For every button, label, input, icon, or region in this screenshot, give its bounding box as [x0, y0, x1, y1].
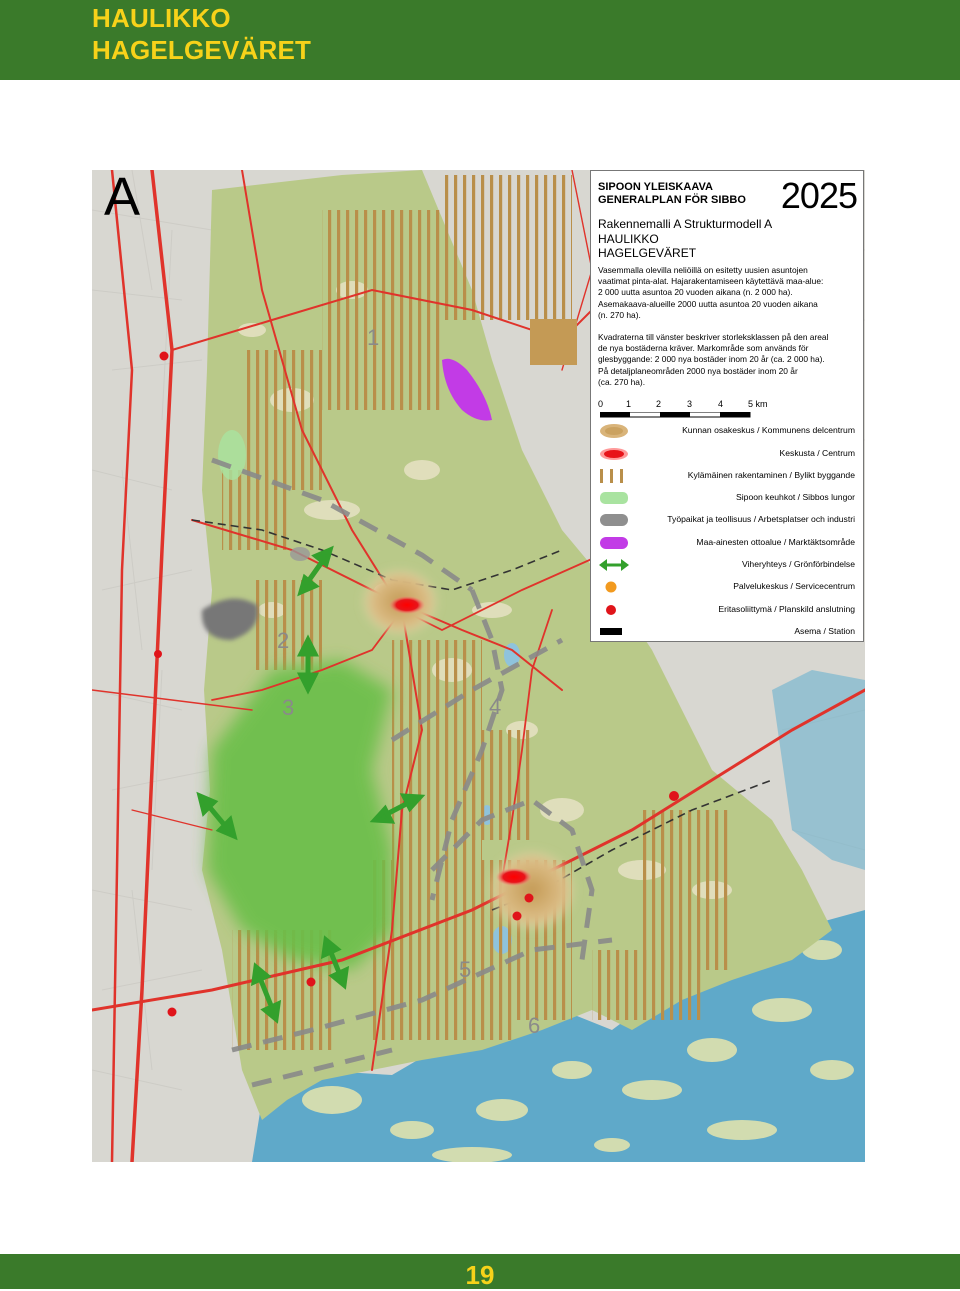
desc-sv-line: På detaljplaneområden 2000 nya bostäder inom 20 år: [598, 365, 798, 376]
legend-title-fi: SIPOON YLEISKAAVA: [598, 181, 713, 193]
header-title-line1: HAULIKKO: [92, 3, 231, 33]
scale-label: 5 km: [748, 399, 768, 409]
legend-model: Rakennemalli A Strukturmodell A: [598, 217, 773, 231]
scale-label: 3: [687, 399, 693, 409]
desc-fi-line: 2 000 uutta asuntoa 20 vuoden aikana (n. 2 000 ha).: [598, 287, 793, 298]
legend-item: [591, 423, 863, 439]
legend-item-label: Työpaikat ja teollisuus / Arbetsplatser och industri: [667, 514, 855, 524]
zone-number-4: 4: [489, 694, 502, 719]
delcentrum-icon: [599, 424, 629, 438]
map-legend: [590, 170, 864, 642]
legend-item-label: Sipoon keuhkot / Sibbos lungor: [736, 492, 855, 502]
desc-fi-line: Asemakaava-alueille 2000 uutta asuntoa 20 vuoden aikana: [598, 298, 818, 309]
legend-item: [591, 446, 863, 462]
model-letter: A: [104, 170, 141, 227]
legend-item: [591, 490, 863, 506]
legend-item-label: Palvelukeskus / Servicecentrum: [733, 581, 855, 591]
red-dot-icon: [599, 603, 629, 617]
desc-sv-line: Kvadraterna till vänster beskriver storleksklassen på den areal: [598, 332, 829, 342]
page-number: 19: [465, 1260, 495, 1290]
legend-title-sv: GENERALPLAN FÖR SIBBO: [598, 194, 746, 206]
legend-item: [591, 557, 863, 573]
area-size-square: [530, 319, 577, 365]
zone-number-2: 2: [277, 628, 290, 653]
legend-item-label: Maa-ainesten ottoalue / Marktäktsområde: [696, 537, 855, 547]
legend-model-name-line2: HAGELGEVÄRET: [598, 246, 697, 260]
zone-number-3: 3: [282, 695, 295, 720]
legend-model-name-line1: HAULIKKO: [598, 232, 659, 246]
page-footer: [0, 1254, 960, 1289]
legend-item: [591, 579, 863, 595]
page-header: [0, 0, 960, 80]
legend-model-name: [598, 232, 748, 260]
legend-year: 2025: [780, 175, 857, 216]
desc-sv-line: de nya bostäderna kräver. Markområde som används för: [598, 343, 809, 354]
station-icon: [599, 625, 629, 639]
legend-item-label: Kunnan osakeskus / Kommunens delcentrum: [682, 425, 855, 435]
legend-item-label: Keskusta / Centrum: [779, 448, 855, 458]
scale-label: 0: [598, 399, 604, 409]
legend-item-label: Asema / Station: [794, 626, 855, 636]
scale-label: 1: [626, 399, 632, 409]
legend-item-label: Viheryhteys / Grönförbindelse: [741, 559, 855, 569]
zone-number-5: 5: [459, 957, 472, 982]
desc-fi-line: Vasemmalla olevilla neliöillä on esitetty uusien asuntojen: [598, 265, 808, 275]
centrum-icon: [599, 447, 629, 461]
legend-item-label: Eritasoliittymä / Planskild anslutning: [718, 604, 855, 614]
desc-sv-line: (ca. 270 ha).: [598, 376, 646, 387]
desc-fi-line: vaatimat pinta-alat. Hajarakentamiseen käytettävä maa-alue:: [598, 276, 824, 287]
scale-bar: [598, 399, 858, 425]
orange-dot-icon: [599, 580, 629, 594]
double-arrow-icon: [599, 558, 629, 572]
scale-label: 4: [718, 399, 724, 409]
legend-item: [591, 602, 863, 618]
scale-bar-graphic: [600, 412, 752, 418]
legend-description-fi: [598, 265, 856, 321]
marktakt-icon: [599, 536, 629, 550]
delcentrum-south: [487, 848, 577, 932]
zone-number-6: 6: [528, 1013, 541, 1038]
legend-item-label: Kylämäinen rakentaminen / Bylikt byggande: [687, 470, 855, 480]
centrum-south: [496, 868, 532, 886]
header-title-line2: HAGELGEVÄRET: [92, 35, 312, 65]
legend-item: [591, 535, 863, 551]
legend-item: [591, 512, 863, 528]
legend-item: [591, 624, 863, 640]
industri-icon: [599, 513, 629, 527]
zone-number-1: 1: [367, 325, 380, 350]
desc-sv-line: glesbyggande: 2 000 nya bostäder inom 20 år (ca. 2 000 ha).: [598, 354, 825, 365]
desc-fi-line: (n. 270 ha).: [598, 309, 641, 320]
legend-item: [591, 468, 863, 484]
legend-description-sv: [598, 332, 856, 388]
lungor-icon: [599, 491, 629, 505]
scale-label: 2: [656, 399, 662, 409]
hatch-icon: [599, 469, 629, 483]
centrum-north: [389, 596, 425, 614]
